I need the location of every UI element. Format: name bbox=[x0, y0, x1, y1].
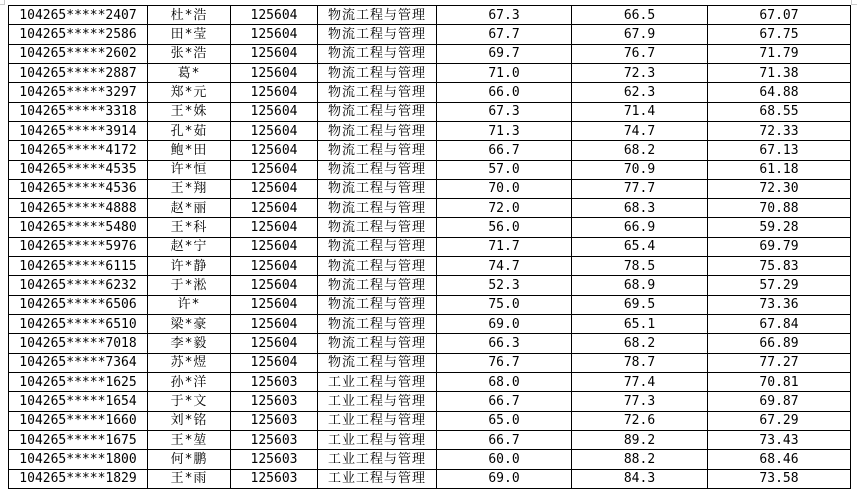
cell-score-3: 70.81 bbox=[708, 372, 851, 391]
cell-score-2: 72.3 bbox=[572, 63, 708, 82]
cell-major-code: 125603 bbox=[231, 469, 318, 489]
cell-score-3: 73.43 bbox=[708, 430, 851, 449]
cell-major-name: 物流工程与管理 bbox=[318, 160, 437, 179]
cell-score-2: 89.2 bbox=[572, 430, 708, 449]
cell-major-code: 125603 bbox=[231, 450, 318, 469]
cell-name: 王*雨 bbox=[148, 469, 231, 489]
table-row bbox=[9, 63, 851, 82]
cell-major-name: 物流工程与管理 bbox=[318, 44, 437, 63]
cell-score-2: 68.2 bbox=[572, 334, 708, 353]
table-row bbox=[9, 430, 851, 449]
cell-score-1: 66.7 bbox=[437, 141, 572, 160]
cell-major-code: 125604 bbox=[231, 6, 318, 25]
cell-candidate-id: 104265*****2887 bbox=[9, 63, 148, 82]
cell-score-2: 78.5 bbox=[572, 257, 708, 276]
cell-score-3: 64.88 bbox=[708, 83, 851, 102]
cell-major-code: 125604 bbox=[231, 199, 318, 218]
table-row bbox=[9, 257, 851, 276]
cell-candidate-id: 104265*****6232 bbox=[9, 276, 148, 295]
cell-name: 田*莹 bbox=[148, 25, 231, 44]
table-row bbox=[9, 334, 851, 353]
cell-score-2: 69.5 bbox=[572, 295, 708, 314]
cell-score-2: 66.9 bbox=[572, 218, 708, 237]
cell-major-name: 物流工程与管理 bbox=[318, 6, 437, 25]
cell-score-3: 72.33 bbox=[708, 121, 851, 140]
cell-name: 于*文 bbox=[148, 392, 231, 411]
table-row bbox=[9, 237, 851, 256]
cell-score-2: 65.4 bbox=[572, 237, 708, 256]
cell-candidate-id: 104265*****7018 bbox=[9, 334, 148, 353]
cell-score-2: 71.4 bbox=[572, 102, 708, 121]
cell-score-1: 65.0 bbox=[437, 411, 572, 430]
table-row bbox=[9, 315, 851, 334]
cell-score-2: 62.3 bbox=[572, 83, 708, 102]
cell-score-2: 65.1 bbox=[572, 315, 708, 334]
cell-score-2: 72.6 bbox=[572, 411, 708, 430]
grid-remnant-top-right-horizontal bbox=[851, 4, 857, 5]
table-row bbox=[9, 469, 851, 489]
cell-score-1: 75.0 bbox=[437, 295, 572, 314]
cell-major-name: 物流工程与管理 bbox=[318, 334, 437, 353]
admission-score-table bbox=[8, 5, 851, 489]
cell-score-3: 75.83 bbox=[708, 257, 851, 276]
cell-major-name: 工业工程与管理 bbox=[318, 450, 437, 469]
cell-name: 孔*茹 bbox=[148, 121, 231, 140]
cell-major-code: 125604 bbox=[231, 295, 318, 314]
cell-score-3: 68.55 bbox=[708, 102, 851, 121]
table-row bbox=[9, 121, 851, 140]
table-row bbox=[9, 199, 851, 218]
cell-major-name: 工业工程与管理 bbox=[318, 392, 437, 411]
cell-score-3: 67.84 bbox=[708, 315, 851, 334]
cell-name: 何*鹏 bbox=[148, 450, 231, 469]
cell-name: 鲍*田 bbox=[148, 141, 231, 160]
cell-major-name: 工业工程与管理 bbox=[318, 469, 437, 489]
cell-name: 许* bbox=[148, 295, 231, 314]
cell-score-1: 66.7 bbox=[437, 430, 572, 449]
cell-candidate-id: 104265*****6510 bbox=[9, 315, 148, 334]
cell-score-2: 88.2 bbox=[572, 450, 708, 469]
cell-candidate-id: 104265*****5976 bbox=[9, 237, 148, 256]
cell-major-code: 125604 bbox=[231, 218, 318, 237]
cell-candidate-id: 104265*****5480 bbox=[9, 218, 148, 237]
cell-score-2: 68.9 bbox=[572, 276, 708, 295]
cell-name: 李*毅 bbox=[148, 334, 231, 353]
cell-score-3: 57.29 bbox=[708, 276, 851, 295]
cell-major-code: 125603 bbox=[231, 392, 318, 411]
cell-score-1: 66.7 bbox=[437, 392, 572, 411]
cell-major-code: 125604 bbox=[231, 334, 318, 353]
cell-candidate-id: 104265*****3297 bbox=[9, 83, 148, 102]
cell-candidate-id: 104265*****3914 bbox=[9, 121, 148, 140]
cell-major-code: 125603 bbox=[231, 372, 318, 391]
cell-name: 赵*宁 bbox=[148, 237, 231, 256]
cell-major-name: 工业工程与管理 bbox=[318, 430, 437, 449]
cell-name: 赵*丽 bbox=[148, 199, 231, 218]
table-row bbox=[9, 353, 851, 372]
cell-score-2: 77.7 bbox=[572, 179, 708, 198]
cell-major-name: 物流工程与管理 bbox=[318, 237, 437, 256]
cell-score-3: 69.79 bbox=[708, 237, 851, 256]
cell-score-1: 66.0 bbox=[437, 83, 572, 102]
cell-major-code: 125604 bbox=[231, 237, 318, 256]
cell-score-2: 68.2 bbox=[572, 141, 708, 160]
cell-name: 许*静 bbox=[148, 257, 231, 276]
cell-score-3: 59.28 bbox=[708, 218, 851, 237]
cell-score-1: 70.0 bbox=[437, 179, 572, 198]
cell-score-3: 66.89 bbox=[708, 334, 851, 353]
cell-score-3: 73.58 bbox=[708, 469, 851, 489]
cell-candidate-id: 104265*****2602 bbox=[9, 44, 148, 63]
cell-major-code: 125604 bbox=[231, 83, 318, 102]
table-row bbox=[9, 411, 851, 430]
cell-score-3: 77.27 bbox=[708, 353, 851, 372]
cell-name: 张*浩 bbox=[148, 44, 231, 63]
cell-name: 梁*豪 bbox=[148, 315, 231, 334]
cell-score-3: 70.88 bbox=[708, 199, 851, 218]
cell-major-code: 125604 bbox=[231, 257, 318, 276]
cell-score-2: 68.3 bbox=[572, 199, 708, 218]
table-row bbox=[9, 44, 851, 63]
table-row bbox=[9, 83, 851, 102]
table-row bbox=[9, 6, 851, 25]
cell-name: 杜*浩 bbox=[148, 6, 231, 25]
cell-major-code: 125604 bbox=[231, 276, 318, 295]
cell-score-2: 67.9 bbox=[572, 25, 708, 44]
cell-score-3: 71.79 bbox=[708, 44, 851, 63]
cell-name: 孙*洋 bbox=[148, 372, 231, 391]
cell-major-code: 125603 bbox=[231, 430, 318, 449]
cell-name: 许*恒 bbox=[148, 160, 231, 179]
cell-score-1: 69.0 bbox=[437, 315, 572, 334]
table-row bbox=[9, 141, 851, 160]
table-row bbox=[9, 160, 851, 179]
cell-score-2: 77.4 bbox=[572, 372, 708, 391]
cell-candidate-id: 104265*****4535 bbox=[9, 160, 148, 179]
cell-candidate-id: 104265*****6506 bbox=[9, 295, 148, 314]
cell-major-name: 物流工程与管理 bbox=[318, 257, 437, 276]
cell-score-2: 77.3 bbox=[572, 392, 708, 411]
cell-score-1: 71.3 bbox=[437, 121, 572, 140]
cell-major-name: 物流工程与管理 bbox=[318, 102, 437, 121]
cell-major-name: 物流工程与管理 bbox=[318, 276, 437, 295]
table-row bbox=[9, 392, 851, 411]
cell-major-code: 125604 bbox=[231, 63, 318, 82]
cell-score-1: 57.0 bbox=[437, 160, 572, 179]
cell-candidate-id: 104265*****1625 bbox=[9, 372, 148, 391]
cell-major-name: 物流工程与管理 bbox=[318, 315, 437, 334]
cell-candidate-id: 104265*****3318 bbox=[9, 102, 148, 121]
table-row bbox=[9, 179, 851, 198]
cell-score-3: 67.13 bbox=[708, 141, 851, 160]
cell-candidate-id: 104265*****1654 bbox=[9, 392, 148, 411]
cell-major-name: 物流工程与管理 bbox=[318, 218, 437, 237]
cell-candidate-id: 104265*****2407 bbox=[9, 6, 148, 25]
cell-score-2: 76.7 bbox=[572, 44, 708, 63]
cell-candidate-id: 104265*****7364 bbox=[9, 353, 148, 372]
cell-name: 王*翔 bbox=[148, 179, 231, 198]
cell-major-name: 物流工程与管理 bbox=[318, 179, 437, 198]
cell-score-3: 61.18 bbox=[708, 160, 851, 179]
cell-score-3: 67.29 bbox=[708, 411, 851, 430]
cell-major-name: 工业工程与管理 bbox=[318, 372, 437, 391]
cell-name: 刘*铭 bbox=[148, 411, 231, 430]
cell-score-3: 72.30 bbox=[708, 179, 851, 198]
cell-score-1: 71.7 bbox=[437, 237, 572, 256]
cell-major-code: 125604 bbox=[231, 179, 318, 198]
cell-major-code: 125604 bbox=[231, 25, 318, 44]
cell-score-3: 68.46 bbox=[708, 450, 851, 469]
cell-candidate-id: 104265*****2586 bbox=[9, 25, 148, 44]
cell-candidate-id: 104265*****6115 bbox=[9, 257, 148, 276]
cell-score-1: 67.3 bbox=[437, 6, 572, 25]
cell-score-3: 67.07 bbox=[708, 6, 851, 25]
cell-score-1: 69.7 bbox=[437, 44, 572, 63]
table-row bbox=[9, 25, 851, 44]
cell-score-2: 66.5 bbox=[572, 6, 708, 25]
table-row bbox=[9, 276, 851, 295]
cell-score-2: 70.9 bbox=[572, 160, 708, 179]
cell-score-3: 73.36 bbox=[708, 295, 851, 314]
cell-name: 于*淞 bbox=[148, 276, 231, 295]
cell-major-code: 125604 bbox=[231, 160, 318, 179]
table-row bbox=[9, 218, 851, 237]
cell-candidate-id: 104265*****1660 bbox=[9, 411, 148, 430]
cell-score-2: 84.3 bbox=[572, 469, 708, 489]
cell-major-code: 125604 bbox=[231, 315, 318, 334]
score-table-body bbox=[9, 6, 851, 489]
cell-score-1: 67.3 bbox=[437, 102, 572, 121]
cell-score-3: 67.75 bbox=[708, 25, 851, 44]
table-row bbox=[9, 372, 851, 391]
cell-score-3: 71.38 bbox=[708, 63, 851, 82]
cell-name: 郑*元 bbox=[148, 83, 231, 102]
cell-candidate-id: 104265*****1829 bbox=[9, 469, 148, 489]
cell-candidate-id: 104265*****4888 bbox=[9, 199, 148, 218]
cell-candidate-id: 104265*****4172 bbox=[9, 141, 148, 160]
cell-major-code: 125604 bbox=[231, 102, 318, 121]
cell-major-name: 物流工程与管理 bbox=[318, 199, 437, 218]
cell-score-1: 72.0 bbox=[437, 199, 572, 218]
cell-major-code: 125604 bbox=[231, 44, 318, 63]
cell-score-1: 56.0 bbox=[437, 218, 572, 237]
cell-major-name: 物流工程与管理 bbox=[318, 353, 437, 372]
table-row bbox=[9, 102, 851, 121]
table-row bbox=[9, 450, 851, 469]
cell-major-code: 125603 bbox=[231, 411, 318, 430]
cell-score-3: 69.87 bbox=[708, 392, 851, 411]
cell-name: 王*科 bbox=[148, 218, 231, 237]
cell-candidate-id: 104265*****4536 bbox=[9, 179, 148, 198]
cell-major-name: 工业工程与管理 bbox=[318, 411, 437, 430]
table-row bbox=[9, 295, 851, 314]
cell-major-name: 物流工程与管理 bbox=[318, 25, 437, 44]
cell-major-code: 125604 bbox=[231, 353, 318, 372]
cell-score-1: 52.3 bbox=[437, 276, 572, 295]
cell-score-1: 68.0 bbox=[437, 372, 572, 391]
cell-major-name: 物流工程与管理 bbox=[318, 295, 437, 314]
cell-score-1: 76.7 bbox=[437, 353, 572, 372]
cell-name: 葛* bbox=[148, 63, 231, 82]
cell-name: 苏*煜 bbox=[148, 353, 231, 372]
cell-score-1: 66.3 bbox=[437, 334, 572, 353]
cell-major-name: 物流工程与管理 bbox=[318, 121, 437, 140]
cell-score-1: 60.0 bbox=[437, 450, 572, 469]
cell-candidate-id: 104265*****1800 bbox=[9, 450, 148, 469]
cell-name: 王*姝 bbox=[148, 102, 231, 121]
cell-major-code: 125604 bbox=[231, 141, 318, 160]
cell-score-2: 74.7 bbox=[572, 121, 708, 140]
cell-score-2: 78.7 bbox=[572, 353, 708, 372]
cell-score-1: 67.7 bbox=[437, 25, 572, 44]
grid-remnant-top-left-horizontal bbox=[0, 4, 5, 5]
cell-score-1: 69.0 bbox=[437, 469, 572, 489]
cell-score-1: 74.7 bbox=[437, 257, 572, 276]
cell-candidate-id: 104265*****1675 bbox=[9, 430, 148, 449]
cell-major-code: 125604 bbox=[231, 121, 318, 140]
cell-major-name: 物流工程与管理 bbox=[318, 63, 437, 82]
cell-major-name: 物流工程与管理 bbox=[318, 141, 437, 160]
cell-major-name: 物流工程与管理 bbox=[318, 83, 437, 102]
cell-score-1: 71.0 bbox=[437, 63, 572, 82]
cell-name: 王*堃 bbox=[148, 430, 231, 449]
